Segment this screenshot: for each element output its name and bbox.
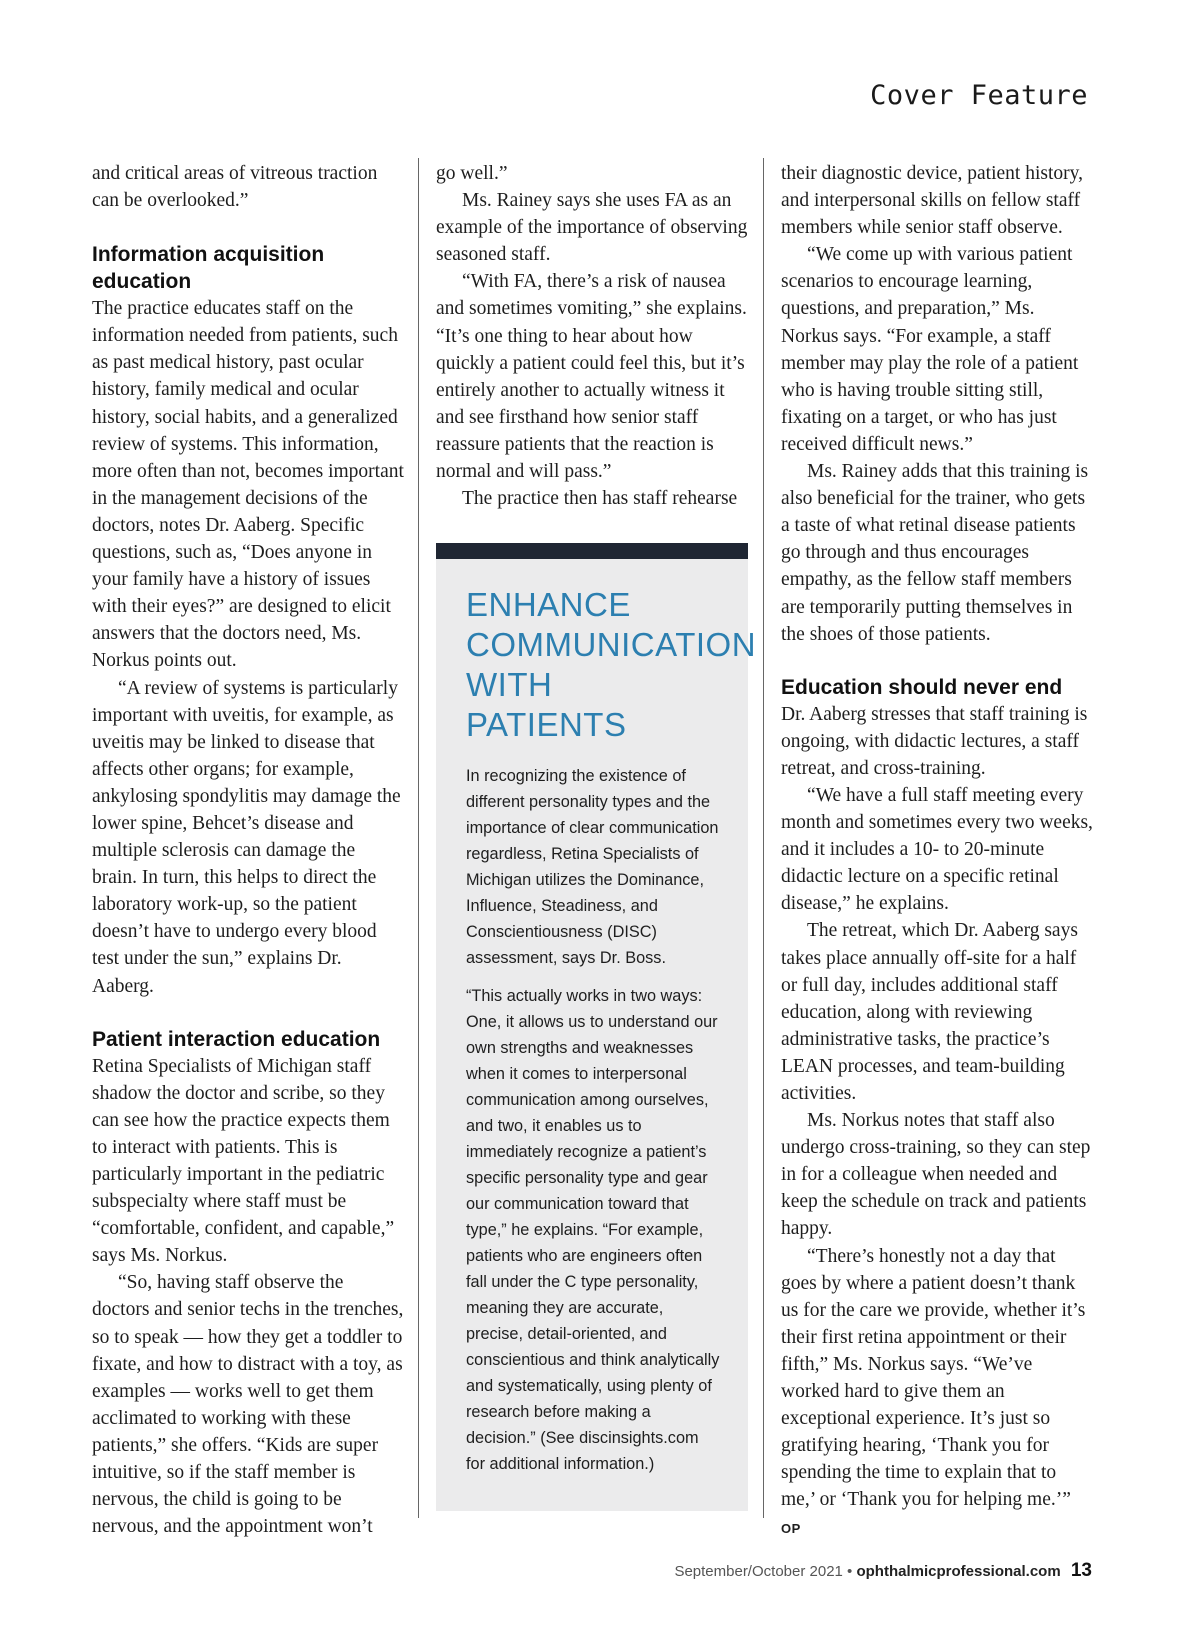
paragraph: “We have a full staff meeting every month and sometimes every two weeks, and it includes a 10- to 20-minute didactic lecture on a specific retinal disease,” he explains. — [781, 784, 1093, 915]
column-divider — [763, 158, 764, 1518]
issue-date: September/October 2021 — [674, 1563, 843, 1580]
subheading: Education should never end — [781, 675, 1063, 699]
paragraph: Ms. Rainey adds that this training is also beneficial for the trainer, who gets a taste of what retinal disease patients go through and thus encourages empathy, as the fellow staff members are temporarily putting themselves in the shoes of those patients. — [781, 461, 1089, 645]
paragraph: Dr. Aaberg stresses that staff training is ongoing, with didactic lectures, a staff retreat, and cross-training. — [781, 703, 1088, 779]
sidebar-paragraph: In recognizing the existence of different personality types and the importance of clear communication regardless, Retina Specialists of Michigan utilizes the Dominance, Influence, Steadiness, and Conscientiousness (DISC) assessment, says Dr. Boss. — [466, 767, 719, 967]
paragraph: “We come up with various patient scenarios to encourage learning, questions, and preparation,” Ms. Norkus says. “For example, a staff member may play the role of a patient who is having trouble sitting still, fixating on a target, or who has just received difficult news.” — [781, 244, 1079, 455]
column-3 — [781, 160, 1093, 1542]
paragraph: their diagnostic device, patient history, and interpersonal skills on fellow staff members while senior staff observe. — [781, 163, 1083, 239]
subheading: Information acquisition education — [92, 243, 325, 294]
paragraph: The practice educates staff on the information needed from patients, such as past medical history, past ocular history, family medical and ocular history, social habits, and a generalized review of systems. This information, more often than not, becomes important in the management decisions of the doctors, notes Dr. Aaberg. Specific questions, such as, “Does anyone in your family have a history of issues with their eyes?” are designed to elicit answers that the doctors need, Ms. Norkus points out. — [92, 298, 404, 672]
column-2 — [436, 160, 748, 512]
sidebar-paragraph: “This actually works in two ways: One, it allows us to understand our own strengths and weaknesses when it comes to interpersonal communication among ourselves, and two, it enables us to immediately recognize a patient’s specific personality type and gear our communication toward that type,” he explains. “For example, patients who are engineers often fall under the C type personality, meaning they are accurate, precise, detail-oriented, and conscientious and think analytically and systematically, using plenty of research before making a decision.” (See discinsights.com for additional information.) — [466, 987, 720, 1473]
paragraph-text: “There’s honestly not a day that goes by where a patient doesn’t thank us for the care we provide, whether it’s their first retina appointment or their fifth,” Ms. Norkus says. “We’ve worked hard to give them an exceptional experience. It’s just so gratifying hearing, ‘Thank you for spending the time to explain that to me,’ or ‘Thank you for helping me.’” — [781, 1245, 1086, 1511]
section-label: Cover Feature — [870, 80, 1088, 111]
paragraph: Retina Specialists of Michigan staff shadow the doctor and scribe, so they can see how the practice expects them to interact with patients. This is particularly important in the pediatric subspecialty where staff must be “comfortable, confident, and capable,” says Ms. Norkus. — [92, 1055, 395, 1267]
sidebar-box — [436, 559, 757, 1511]
paragraph — [781, 1243, 1093, 1542]
end-mark: OP — [781, 1520, 801, 1536]
footer-separator: • — [847, 1563, 853, 1580]
sidebar-top-bar — [436, 543, 748, 559]
page-footer — [674, 1560, 1092, 1582]
paragraph: The retreat, which Dr. Aaberg says takes place annually off-site for a half or full day, includes additional staff education, along with reviewing administrative tasks, the practice’s LEAN processes, and team-building activities. — [781, 920, 1078, 1104]
column-divider — [418, 158, 419, 1518]
page-number: 13 — [1070, 1560, 1092, 1581]
paragraph: and critical areas of vitreous traction can be overlooked.” — [92, 163, 378, 212]
subheading: Patient interaction education — [92, 1027, 381, 1051]
sidebar-title: ENHANCE COMMUNICATION WITH PATIENTS — [466, 586, 757, 743]
paragraph: “A review of systems is particularly important with uveitis, for example, as uveitis may be linked to disease that affects other organs; for example, ankylosing spondylitis may damage the lower spine, Behcet’s disease and multiple sclerosis can damage the brain. In turn, this helps to direct the laboratory work-up, so the patient doesn’t have to undergo every blood test under the sun,” explains Dr. Aaberg. — [92, 677, 401, 997]
paragraph: Ms. Norkus notes that staff also undergo cross-training, so they can step in for a colleague when needed and keep the schedule on track and patients happy. — [781, 1110, 1091, 1240]
paragraph: go well.” — [436, 163, 508, 184]
column-1 — [92, 160, 404, 1540]
paragraph: Ms. Rainey says she uses FA as an example of the importance of observing seasoned staff. — [436, 190, 748, 266]
website: ophthalmicprofessional.com — [856, 1563, 1061, 1580]
paragraph: “So, having staff observe the doctors and senior techs in the trenches, so to speak — how they get a toddler to fixate, and how to distract with a toy, as examples — works well to get them acclimated to working with these patients,” she offers. “Kids are super intuitive, so if the staff member is nervous, the child is going to be nervous, and the appointment won’t — [92, 1272, 404, 1538]
paragraph: The practice then has staff rehearse — [462, 488, 738, 510]
paragraph: “With FA, there’s a risk of nausea and sometimes vomiting,” she explains. “It’s one thing to hear about how quickly a patient could feel this, but it’s entirely another to actually witness it and see firsthand how senior staff reassure patients that the reaction is normal and will pass.” — [436, 271, 747, 483]
